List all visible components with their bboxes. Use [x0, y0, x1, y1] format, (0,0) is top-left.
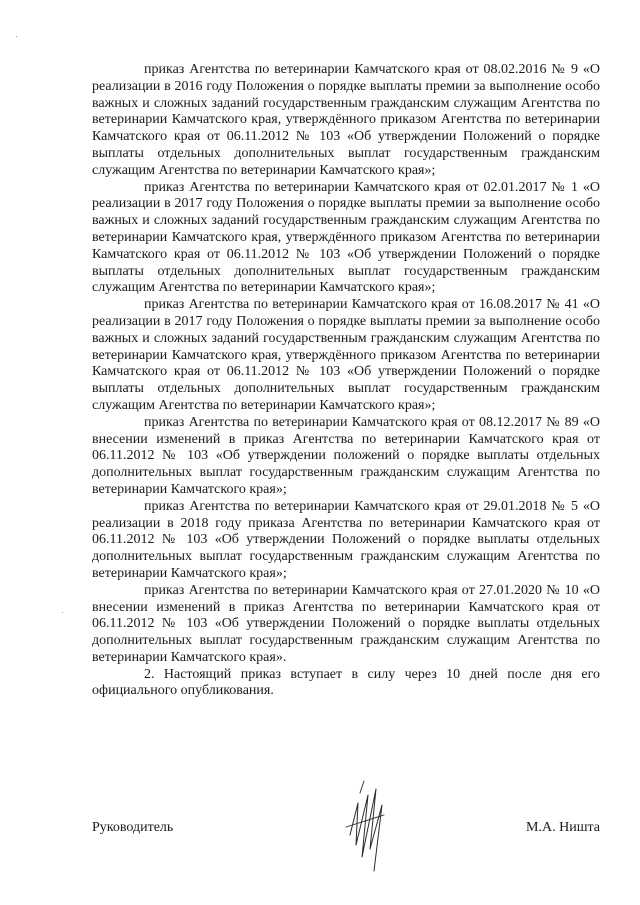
signer-name: М.А. Ништа	[526, 820, 600, 835]
order-paragraph: приказ Агентства по ветеринарии Камчатского края от 08.02.2016 № 9 «О реализации в 2016 году Положения о порядке выплаты премии за выполнение особо важных и сложных заданий государственным гражданским служащим Агентства по ветеринарии Камчатского края, утверждённого приказом Агентства по ветеринарии Камчатского края от 06.11.2012 № 103 «Об утверждении Положений о порядке выплаты отдельных дополнительных выплат государственным гражданским служащим Агентства по ветеринарии Камчатского края»;	[92, 62, 600, 178]
order-paragraph: приказ Агентства по ветеринарии Камчатского края от 29.01.2018 № 5 «О реализации в 2018 году приказа Агентства по ветеринарии Камчатского края от 06.11.2012 № 103 «Об утверждении Положений о порядке выплаты отдельных дополнительных выплат государственным гражданским служащим Агентства по ветеринарии Камчатского края»;	[92, 498, 600, 581]
effective-date-paragraph: 2. Настоящий приказ вступает в силу через 10 дней после дня его официального опубликования.	[92, 666, 600, 699]
signature-block	[92, 820, 600, 840]
order-paragraph: приказ Агентства по ветеринарии Камчатского края от 08.12.2017 № 89 «О внесении изменений в приказ Агентства по ветеринарии Камчатского края от 06.11.2012 № 103 «Об утверждении положений о порядке выплаты отдельных дополнительных выплат государственным гражданским служащим Агентства по ветеринарии Камчатского края»;	[92, 414, 600, 497]
order-paragraph: приказ Агентства по ветеринарии Камчатского края от 27.01.2020 № 10 «О внесении изменений в приказ Агентства по ветеринарии Камчатского края от 06.11.2012 № 103 «Об утверждении Положений о порядке выплаты отдельных дополнительных выплат государственным гражданским служащим Агентства по ветеринарии Камчатского края».	[92, 582, 600, 665]
order-paragraph: приказ Агентства по ветеринарии Камчатского края от 02.01.2017 № 1 «О реализации в 2017 году Положения о порядке выплаты премии за выполнение особо важных и сложных заданий государственным гражданским служащим Агентства по ветеринарии Камчатского края, утверждённого приказом Агентства по ветеринарии Камчатского края от 06.11.2012 № 103 «Об утверждении Положений о порядке выплаты отдельных дополнительных выплат государственным гражданским служащим Агентства по ветеринарии Камчатского края»;	[92, 179, 600, 296]
scan-artifact	[62, 612, 63, 613]
scan-artifact	[16, 36, 17, 37]
order-paragraph: приказ Агентства по ветеринарии Камчатского края от 16.08.2017 № 41 «О реализации в 2017 году Положения о порядке выплаты премии за выполнение особо важных и сложных заданий государственным гражданским служащим Агентства по ветеринарии Камчатского края, утверждённого приказом Агентства по ветеринарии Камчатского края от 06.11.2012 № 103 «Об утверждении Положений о порядке выплаты отдельных дополнительных выплат государственным гражданским служащим Агентства по ветеринарии Камчатского края»;	[92, 297, 600, 413]
signer-title: Руководитель	[92, 820, 174, 835]
document-body	[92, 62, 600, 700]
